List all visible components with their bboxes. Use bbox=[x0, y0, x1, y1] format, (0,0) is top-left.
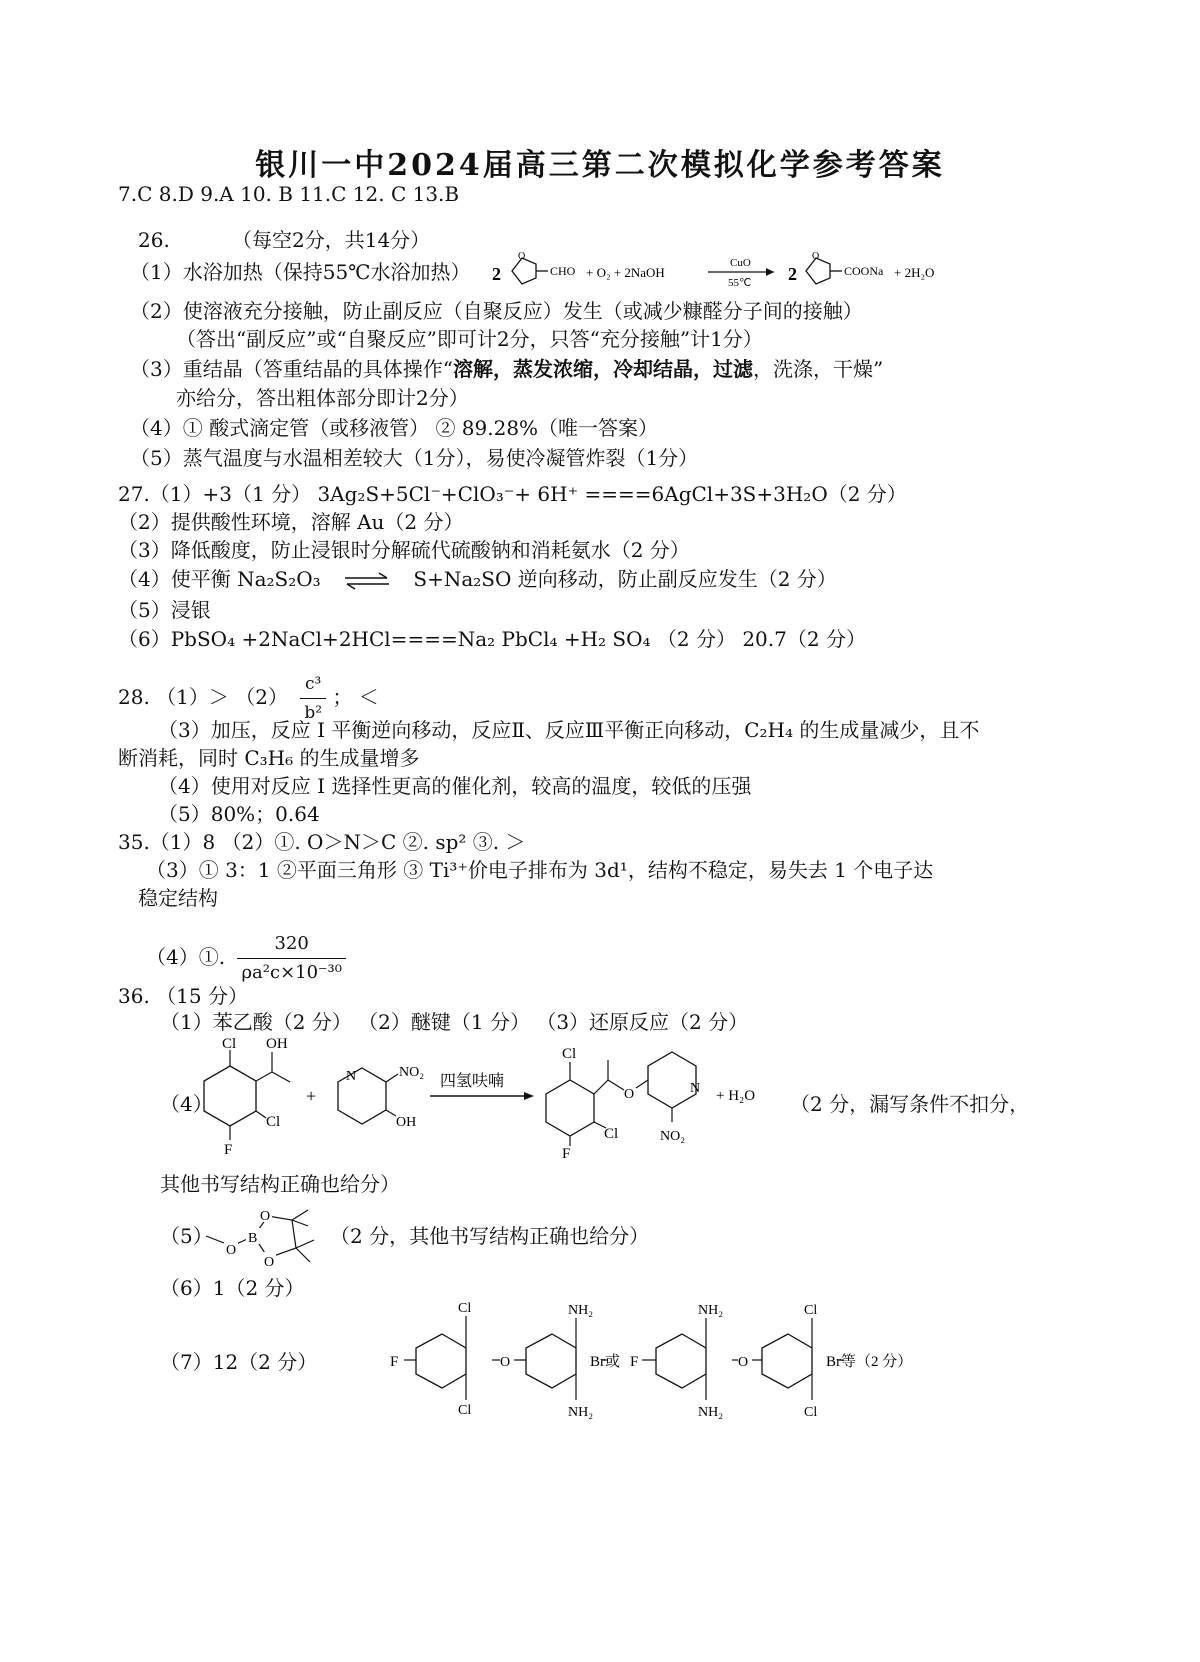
q27-part6: （6）PbSO₄ +2NaCl+2HCl====Na₂ PbCl₄ +H₂ SO₄ （2 分） 20.7（2 分） bbox=[118, 627, 866, 651]
q36-part5-note: （2 分，其他书写结构正确也给分） bbox=[330, 1224, 650, 1248]
q28-part3-cont: 断消耗，同时 C₃H₆ 的生成量增多 bbox=[118, 746, 420, 770]
q35-part4: （4）①. $\frac{320}{\text{ρa²c×10⁻³⁰}}$ bbox=[146, 930, 346, 987]
svg-text:N: N bbox=[346, 1069, 357, 1084]
q26-part3-note: 亦给分，答出粗体部分即计2分） bbox=[176, 386, 469, 410]
q36-reaction-scheme bbox=[196, 1034, 816, 1160]
svg-text:NH₂: NH₂ bbox=[568, 1405, 594, 1420]
q36-part1-3: （1）苯乙酸（2 分） （2）醚键（1 分） （3）还原反应（2 分） bbox=[160, 1010, 749, 1034]
benzene-ring-reactant bbox=[204, 1066, 256, 1126]
svg-text:N: N bbox=[690, 1081, 701, 1096]
temperature: 55℃ bbox=[728, 277, 752, 289]
q28-part3: （3）加压，反应 I 平衡逆向移动，反应Ⅱ、反应Ⅲ平衡正向移动，C₂H₄ 的生成量减少，且不 bbox=[158, 718, 980, 742]
arrow-head bbox=[766, 268, 774, 276]
q36-number: 36. （15 分） bbox=[118, 984, 248, 1008]
q27-part3: （3）降低酸度，防止浸银时分解硫代硫酸钠和消耗氨水（2 分） bbox=[118, 538, 690, 562]
svg-text:Cl: Cl bbox=[266, 1114, 281, 1130]
svg-text:Br或: Br或 bbox=[590, 1354, 621, 1370]
svg-text:NO₂: NO₂ bbox=[660, 1129, 686, 1144]
svg-text:NH₂: NH₂ bbox=[568, 1303, 594, 1318]
q26-part4: （4）① 酸式滴定管（或移液管） ② 89.28%（唯一答案） bbox=[130, 416, 659, 440]
q35-part3: （3）① 3：1 ②平面三角形 ③ Ti³⁺价电子排布为 3d¹，结构不稳定，易失去 1 个电子达 bbox=[146, 858, 934, 882]
svg-text:Cl: Cl bbox=[458, 1403, 472, 1418]
svg-text:F: F bbox=[390, 1354, 399, 1370]
q28-fraction: $\frac{\text{c³}}{\text{b²}}$ bbox=[300, 670, 326, 727]
q28-part5: （5）80%；0.64 bbox=[158, 802, 320, 826]
q26-number: 26. bbox=[138, 228, 170, 252]
q35-part1-2: 35.（1）8 （2）①. O＞N＞C ②. sp² ③. ＞ bbox=[118, 830, 526, 854]
reagents-1: + O₂ + 2NaOH bbox=[586, 265, 665, 280]
q26-part1: （1）水浴加热（保持55℃水浴加热） bbox=[130, 260, 471, 284]
svg-text:F: F bbox=[630, 1354, 639, 1370]
page-title: 银川一中2024届高三第二次模拟化学参考答案 bbox=[255, 148, 945, 183]
svg-text:Cl: Cl bbox=[804, 1303, 818, 1318]
q36-part6: （6）1（2 分） bbox=[160, 1276, 305, 1300]
svg-text:NH₂: NH₂ bbox=[698, 1405, 724, 1420]
cho-label: CHO bbox=[550, 264, 576, 278]
mc-answers: 7.C 8.D 9.A 10. B 11.C 12. C 13.B bbox=[118, 182, 460, 206]
svg-text:Cl: Cl bbox=[458, 1301, 472, 1316]
solvent-label: 四氢呋喃 bbox=[440, 1073, 505, 1090]
plus-sign: + bbox=[306, 1086, 317, 1106]
furan-o-1: O bbox=[518, 251, 526, 262]
svg-text:Cl: Cl bbox=[562, 1046, 577, 1062]
svg-text:O: O bbox=[264, 1255, 275, 1270]
q36-part4-note: （2 分，漏写条件不扣分， bbox=[790, 1092, 1030, 1116]
q26-part5: （5）蒸气温度与水温相差较大（1分），易使冷凝管炸裂（1分） bbox=[130, 446, 699, 470]
q36-part5-label: （5） bbox=[160, 1224, 213, 1248]
q36-part4-label: （4） bbox=[160, 1092, 213, 1116]
q26-part2-note: （答出“副反应”或“自聚反应”即可计2分，只答“充分接触”计1分） bbox=[176, 327, 763, 351]
svg-text:O: O bbox=[624, 1087, 635, 1102]
svg-text:B: B bbox=[248, 1231, 258, 1246]
water-product: + H₂O bbox=[716, 1088, 756, 1104]
benzene-ring-product bbox=[546, 1080, 594, 1136]
svg-text:NO₂: NO₂ bbox=[399, 1065, 425, 1080]
svg-text:OH: OH bbox=[396, 1115, 417, 1130]
svg-text:Br等（2 分）: Br等（2 分） bbox=[826, 1354, 913, 1370]
svg-text:F: F bbox=[562, 1146, 571, 1160]
q28-part1-2: 28. （1）＞ （2） $\frac{\text{c³}}{\text{b²}}$ ； ＜ bbox=[118, 670, 379, 727]
q35-fraction: $\frac{320}{\text{ρa²c×10⁻³⁰}}$ bbox=[237, 930, 346, 987]
q26-part3: （3）重结晶（答重结晶的具体操作“溶解，蒸发浓缩，冷却结晶，过滤，洗涤，干燥” bbox=[130, 357, 884, 381]
q27-part1: 27.（1）+3（1 分） 3Ag₂S+5Cl⁻+ClO₃⁻+ 6H⁺ ====6AgCl+3S+3H₂O（2 分） bbox=[118, 482, 907, 506]
svg-text:F: F bbox=[224, 1142, 233, 1158]
svg-text:OH: OH bbox=[266, 1036, 288, 1052]
q27-part2: （2）提供酸性环境，溶解 Au（2 分） bbox=[118, 510, 464, 534]
q36-part4-note-2: 其他书写结构正确也给分） bbox=[160, 1172, 400, 1196]
svg-text:NH₂: NH₂ bbox=[698, 1303, 724, 1318]
equilibrium-arrow bbox=[341, 571, 393, 591]
q26-part2: （2）使溶液充分接触，防止副反应（自聚反应）发生（或减少糠醛分子间的接触） bbox=[130, 299, 863, 323]
svg-text:O: O bbox=[260, 1209, 271, 1224]
q36-isomer-structures bbox=[386, 1296, 966, 1426]
svg-text:O: O bbox=[500, 1355, 511, 1370]
pyridine-ring-product bbox=[648, 1052, 696, 1108]
svg-text:Cl: Cl bbox=[604, 1126, 619, 1142]
q27-part4: （4）使平衡 Na₂S₂O₃ S+Na₂SO 逆向移动，防止副反应发生（2 分） bbox=[118, 567, 837, 591]
catalyst: CuO bbox=[730, 257, 751, 269]
svg-text:O: O bbox=[226, 1243, 237, 1258]
coef-1: 2 bbox=[492, 264, 501, 284]
svg-text:O: O bbox=[738, 1355, 749, 1370]
coona-label: COONa bbox=[844, 264, 884, 278]
coef-2: 2 bbox=[788, 264, 797, 284]
furan-o-2: O bbox=[812, 251, 820, 262]
q35-part3-cont: 稳定结构 bbox=[138, 886, 218, 910]
boronate-ester-structure bbox=[196, 1196, 326, 1276]
q26-score-note: （每空2分，共14分） bbox=[232, 228, 431, 252]
svg-text:Cl: Cl bbox=[222, 1036, 237, 1052]
svg-text:Cl: Cl bbox=[804, 1405, 818, 1420]
reagents-2: + 2H₂O bbox=[894, 265, 935, 280]
q36-part7: （7）12（2 分） bbox=[160, 1350, 318, 1374]
q27-part5: （5）浸银 bbox=[118, 598, 211, 622]
q28-part4: （4）使用对反应 I 选择性更高的催化剂，较高的温度，较低的压强 bbox=[158, 774, 752, 798]
